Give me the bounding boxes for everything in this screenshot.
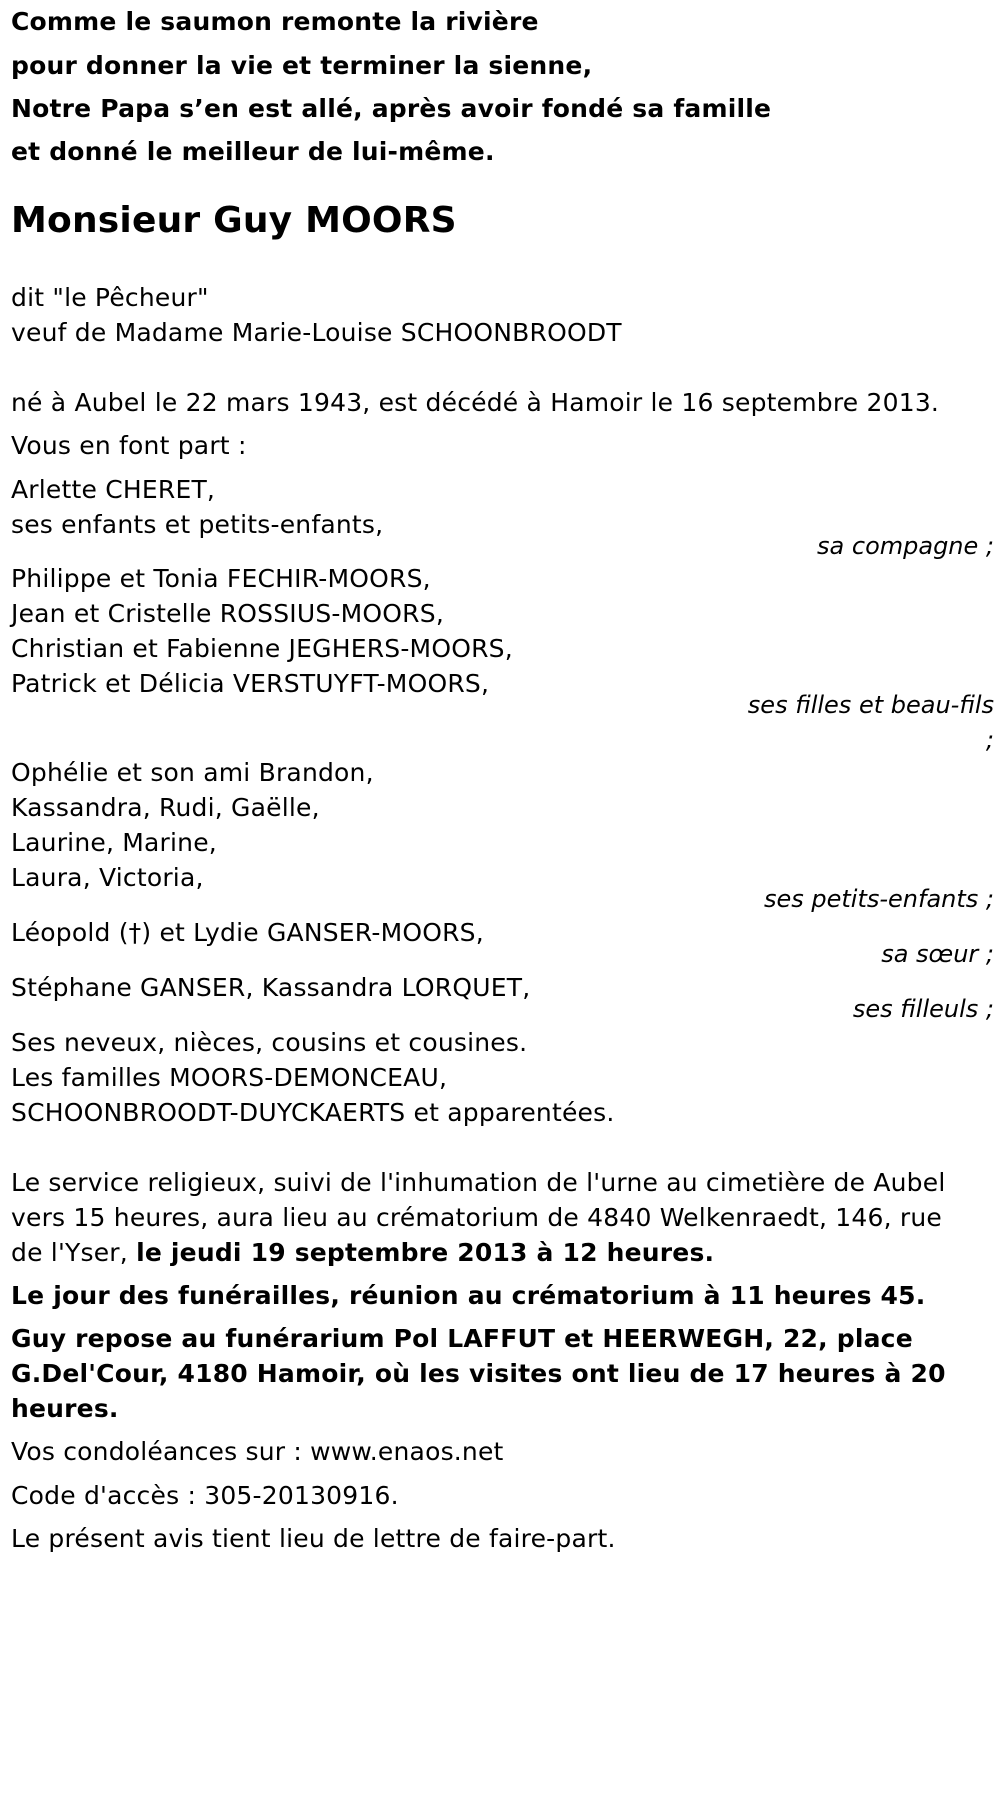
daughter-line-3: Christian et Fabienne JEGHERS-MOORS, bbox=[11, 634, 513, 663]
daughters-role-end: ; bbox=[985, 726, 994, 754]
grandchildren-line-2: Kassandra, Rudi, Gaëlle, bbox=[11, 793, 320, 822]
epigraph-line-1: Comme le saumon remonte la rivière bbox=[11, 7, 539, 36]
grandchildren-line-1: Ophélie et son ami Brandon, bbox=[11, 758, 374, 787]
nickname: dit "le Pêcheur" bbox=[11, 283, 209, 312]
companion-name: Arlette CHERET, bbox=[11, 475, 216, 504]
service-line-3-start: de l'Yser, bbox=[11, 1238, 137, 1267]
access-code-line: Code d'accès : 305-20130916. bbox=[11, 1481, 399, 1510]
companion-role: sa compagne ; bbox=[817, 532, 994, 560]
widower-line: veuf de Madame Marie-Louise SCHOONBROODT bbox=[11, 318, 622, 347]
condolences-line: Vos condoléances sur : www.enaos.net bbox=[11, 1437, 504, 1466]
godchildren-line: Stéphane GANSER, Kassandra LORQUET, bbox=[11, 973, 531, 1002]
meeting-line: Le jour des funérailles, réunion au crématorium à 11 heures 45. bbox=[11, 1281, 926, 1310]
service-date: le jeudi 19 septembre 2013 à 12 heures. bbox=[136, 1238, 715, 1267]
relatives-line-1: Ses neveux, nièces, cousins et cousines. bbox=[11, 1028, 528, 1057]
sister-line: Léopold (†) et Lydie GANSER-MOORS, bbox=[11, 918, 484, 947]
epigraph-line-4: et donné le meilleur de lui-même. bbox=[11, 137, 495, 166]
service-line-3 bbox=[11, 1233, 714, 1273]
sister-role: sa sœur ; bbox=[881, 940, 994, 968]
relatives-line-2: Les familles MOORS-DEMONCEAU, bbox=[11, 1063, 448, 1092]
grandchildren-line-4: Laura, Victoria, bbox=[11, 863, 204, 892]
service-line-1: Le service religieux, suivi de l'inhumation de l'urne au cimetière de Aubel bbox=[11, 1168, 946, 1197]
epigraph-line-3: Notre Papa s’en est allé, après avoir fondé sa famille bbox=[11, 94, 772, 123]
announce-line: Vous en font part : bbox=[11, 431, 247, 460]
daughter-line-1: Philippe et Tonia FECHIR-MOORS, bbox=[11, 564, 431, 593]
companion-children: ses enfants et petits-enfants, bbox=[11, 510, 384, 539]
grandchildren-role: ses petits-enfants ; bbox=[763, 885, 994, 913]
grandchildren-line-3: Laurine, Marine, bbox=[11, 828, 217, 857]
godchildren-role: ses filleuls ; bbox=[852, 995, 994, 1023]
epigraph-line-2: pour donner la vie et terminer la sienne, bbox=[11, 51, 593, 80]
daughters-role: ses filles et beau-fils bbox=[747, 691, 994, 719]
funeral-home-line-2: G.Del'Cour, 4180 Hamoir, où les visites ont lieu de 17 heures à 20 bbox=[11, 1359, 946, 1388]
funeral-home-line-3: heures. bbox=[11, 1394, 119, 1423]
funeral-home-line-1: Guy repose au funérarium Pol LAFFUT et HEERWEGH, 22, place bbox=[11, 1324, 913, 1353]
birth-death-line: né à Aubel le 22 mars 1943, est décédé à Hamoir le 16 septembre 2013. bbox=[11, 388, 940, 417]
daughter-line-2: Jean et Cristelle ROSSIUS-MOORS, bbox=[11, 599, 444, 628]
relatives-line-3: SCHOONBROODT-DUYCKAERTS et apparentées. bbox=[11, 1098, 615, 1127]
deceased-name: Monsieur Guy MOORS bbox=[11, 200, 457, 241]
notice-line: Le présent avis tient lieu de lettre de faire-part. bbox=[11, 1524, 616, 1553]
daughter-line-4: Patrick et Délicia VERSTUYFT-MOORS, bbox=[11, 669, 490, 698]
service-line-2: vers 15 heures, aura lieu au crématorium de 4840 Welkenraedt, 146, rue bbox=[11, 1203, 942, 1232]
